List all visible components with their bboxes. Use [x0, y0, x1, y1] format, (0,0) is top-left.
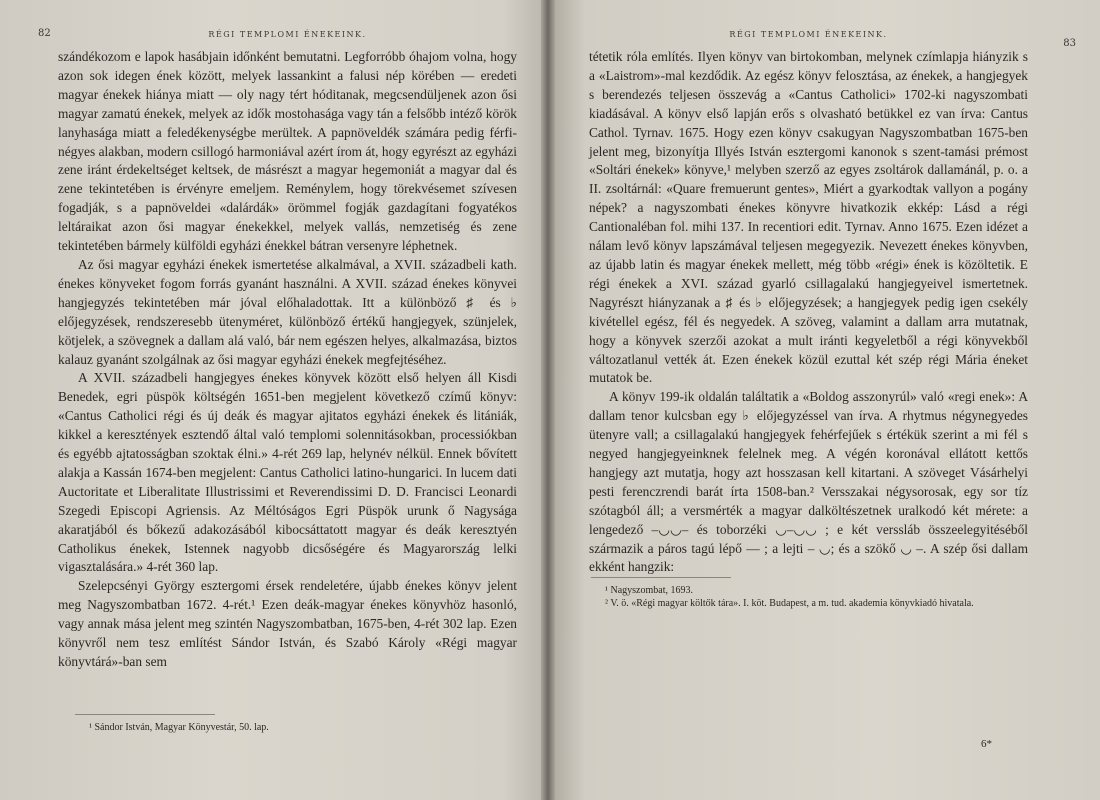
signature-mark: 6*	[981, 738, 992, 750]
book-gutter	[541, 0, 555, 800]
right-footnotes	[591, 577, 1028, 610]
left-paragraph-2: Az ősi magyar egyházi énekek ismertetése alkalmával, a XVII. századbeli kath. énekes könyveket fogom forrás gyanánt használni. A XVII. század énekes könyvei hangjegyzés tekintetében már jóval előhaladottak. Itt a különböző ♯ és ♭ előjegyzések, rendszeresebb ütenyméret, különböző értékű hangjegyek, szünjelek, kötjelek, a szövegnek a dallam alá való, bár nem egészen helyes, alkalmazása, biztos kalauz gyanánt szolgálnak az ősi magyar egyházi énekek megfejtéséhez.	[58, 256, 517, 367]
right-footnote-1: ¹ Nagyszombat, 1693.	[605, 585, 693, 596]
right-page-number: 83	[1063, 38, 1076, 49]
left-running-head-title: RÉGI TEMPLOMI ÉNEKEINK.	[208, 30, 367, 39]
right-running-head-title: RÉGI TEMPLOMI ÉNEKEINK.	[729, 30, 888, 39]
right-footnote-2: ² V. ö. «Régi magyar költők tára». I. köt. Budapest, a m. tud. akademia könyvkiadó hivatala.	[605, 598, 974, 609]
right-running-head	[589, 30, 1076, 49]
left-page-number: 82	[38, 28, 51, 39]
left-paragraph-4: Szelepcsényi György esztergomi érsek rendeletére, újabb énekes könyv jelent meg Nagyszombatban 1672. 4-rét.¹ Ezen deák-magyar énekes könyvhöz hasonló, vagy annak mása jelent meg szintén Nagyszombatban, 1675-ben, 4-rét 302 lap. Ezen könyvről nem tesz említést Sándor István, és Szabó Károly «Régi magyar könyvtárá»-ban sem	[58, 578, 517, 669]
left-running-head	[38, 28, 517, 48]
left-paragraph-1: szándékozom e lapok hasábjain időnként bemutatni. Legforróbb óhajom volna, hogy azon sok idegen ének között, melyek lassankint a falusi nép körében — eredeti magyar énekek hiánya miatt — oly nagy tért hóditanak, megcsendüljenek azon ősi magyar zamatú énekek, melyek az idők mostohasága vagy tán a felsőbb intéző körök lanyhasága miatt a feledékenységbe merültek. A papnöveldék számára pedig férfi-négyes alakban, modern csillogó harmoniával azért írom át, hogy egyrészt az egyházi zene iránt érdekeltséget keltsek, de másrészt a magyar hegemoniát a magyar dal és zene tekintetében is érvényre emeljem. Reménylem, hogy törekvésemet szívesen fogadják, s a papnöveldei «dalárdák» örömmel fogják gazdagítani fogyatékos leltáraikat azon ősi magyar énekekkel, melyek vallás, nemzetiség és zene tekintetében bármely külföldi egyházi énekkel bátran versenyre léphetnek.	[58, 49, 517, 254]
right-page	[547, 0, 1100, 800]
left-footnote-1: ¹ Sándor István, Magyar Könyvestár, 50. lap.	[89, 722, 269, 733]
left-footnotes	[75, 714, 517, 734]
footnote-rule	[75, 714, 215, 715]
right-body-text	[589, 48, 1028, 577]
left-paragraph-3: A XVII. századbeli hangjegyes énekes könyvek között első helyen áll Kisdi Benedek, egri püspök költségén 1651-ben megjelent következő czímű könyv: «Cantus Catholici régi és új deák és magyar ajitatos egyházi énekek és litániák, kikkel a keresztények esztendő által való templomi solennitásokban, processiókban és egyébb ajtatosságban szoktak élni.» 4-rét 269 lap, helynév nélkül. Ennek bővített alakja a Kassán 1674-ben megjelent: Cantus Catholici latino-hungarici. In lucem dati Auctoritate et Liberalitate Illustrissimi et Reverendissimi D. D. Francisci Leonardi Szegedi Episcopi Agriensis. Az Méltóságos Egri Püspök urunk ő Nagysága akaratjából és bőkezű adakozásából kibocsáttatott magyar és deák keresztyén Catholikus énekek, Istennek nagyobb dicsőségére és Magyarország lelki vigasztalására.» 4-rét 360 lap.	[58, 370, 517, 575]
left-body-text	[58, 48, 517, 672]
right-paragraph-2: A könyv 199-ik oldalán találtatik a «Boldog asszonyrúl» való «regi enek»: A dallam tenor kulcsban egy ♭ előjegyzéssel van írva. A rhytmus négynegyedes ütenyre vall; a csillagalakú hangjegyek fehérfejűek s értékük szerint a mi fél s negyed hangjegyeinknek felelnek meg. A végén koronával ellátott kettős hangjegy azt mutatja, hogy azt hosszasan kell kitartani. A szöveget Vásárhelyi pesti ferenczrendi barát írta 1508-ban.² Versszakai négysorosak, egy sor tíz szótagból áll; a versmérték a magyar dalköltészetnek uralkodó két mérete: a lengedező –◡◡– és toborzéki ◡–◡◡ ; e két verssláb összeelegyitéséből származik a páros tagú lépő –– ; a lejti – ◡; és a szökő ◡ –. A szép ősi dallam ekként hangzik:	[589, 389, 1028, 575]
footnote-rule	[591, 577, 731, 578]
left-page	[0, 0, 547, 800]
right-paragraph-1: tétetik róla említés. Ilyen könyv van birtokomban, melynek czímlapja hiányzik s a «Laistrom»-mal kezdődik. Az egész könyv felosztása, az énekek, a hangjegyek s berendezés teljesen összevág a «Cantus Catholici» 1702-ki nagyszombati kiadásával. A könyv első lapján erős s olvasható betükkel ez van írva: Cantus Cathol. Tyrnav. 1675. Hogy ezen könyv csakugyan Nagyszombatban 1675-ben jelent meg, bizonyítja Illyés István esztergomi kanonok s szent-tamási prémost «Soltári énekek» könyve,¹ melyben szerző az egyes zsoltárok dallamánál, p. o. a II. zsoltárnál: «Quare fremuerunt gentes», Miért a gyarkodtak vallyon a pogány népek? a nagyszombati énekes könyvre hivatkozik ekkép: Lásd a régi Cantionaléban fol. mihi 137. In recentiori edit. Tyrnav. Anno 1675. Ezen idézet a nálam levő könyv lapszámával teljesen megegyezik. Nevezett énekes könyvben, az újabb latin és magyar énekek mellett, még több «régi» ének is közöltetik. E régi énekek a XVI. század gyarló csillagalakú hangjegyeivel ismertetnek. Nagyrészt hiányzanak a ♯ és ♭ előjegyzések; a hangjegyek pedig igen csekély kivétellel egész, fél és negyedek. A szöveg, valamint a dallam arra mutatnak, hogy a könyvek szerzői azokat a mult iránti kegyeletből a régi könyvekből változatlanul vették át. Ezen énekek közül ezuttal két szép régi Mária éneket mutatok be.	[589, 49, 1028, 386]
